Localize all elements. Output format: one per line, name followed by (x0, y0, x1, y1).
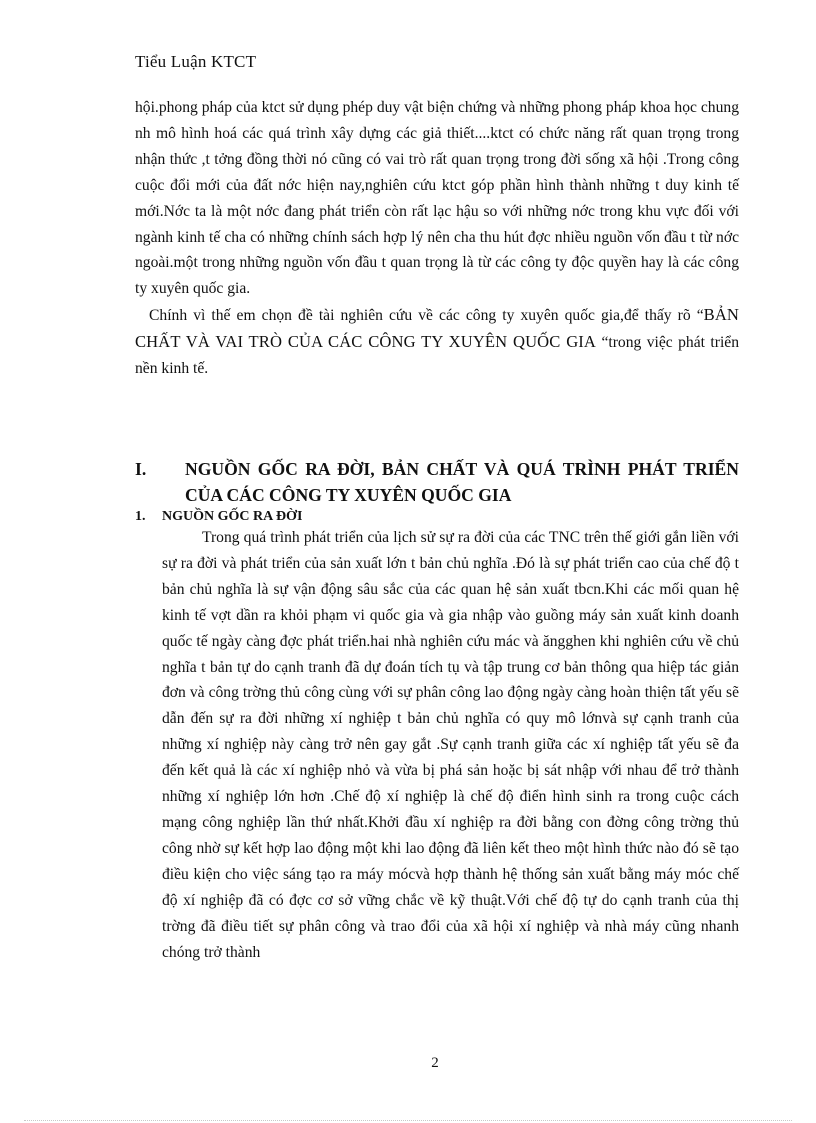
intro-paragraph-2 (135, 302, 739, 382)
intro-paragraph-1: hội.phong pháp của ktct sử dụng phép duy vật biện chứng và những phong pháp khoa học chung nh mô hình hoá các quá trình xây dựng các giả thiết....ktct có chức năng rất quan trọng trong nhận thức ,t tởng đồng thời nó cũng có vai trò rất quan trọng trong đời sống xã hội .Trong công cuộc đổi mới của đất nớc hiện nay,nghiên cứu ktct góp phần hình thành những t duy kinh tế mới.Nớc ta là một nớc đang phát triển còn rất lạc hậu so với những nớc trong khu vực đối với ngành kinh tế cha có những chính sách hợp lý nên cha thu hút đợc nhiều nguồn vốn đầu t từ nớc ngoài.một trong những nguồn vốn đầu t quan trọng là từ các công ty độc quyền hay là các công ty xuyên quốc gia. (135, 99, 739, 298)
intro-section (135, 95, 739, 382)
section-heading (135, 456, 739, 508)
section-number: I. (135, 459, 147, 479)
topic-title: BẢN CHẤT VÀ VAI TRÒ CỦA CÁC CÔNG TY XUYÊN QUỐC GIA (135, 305, 739, 352)
intro-paragraph-2-start: Chính vì thế em chọn đề tài nghiên cứu về các công ty xuyên quốc gia,để thấy rõ “ (149, 307, 704, 325)
page-number: 2 (431, 1055, 439, 1071)
subsection-number: 1. (135, 509, 146, 524)
subsection-title: NGUỒN GỐC RA ĐỜI (162, 509, 303, 524)
subsection-body (162, 525, 739, 965)
page-header: Tiểu Luận KTCT (135, 52, 257, 71)
subsection-paragraph: Trong quá trình phát triển của lịch sử sự ra đời của các TNC trên thế giới gắn liền với sự ra đời và phát triển của sản xuất lớn t bản chủ nghĩa .Đó là sự phát triển cao của chế độ t bản chủ nghĩa là sự vận động sâu sắc của các quan hệ sản xuất tbcn.Khi các mối quan hệ kinh tế vợt dần ra khỏi phạm vi quốc gia và gia nhập vào guồng máy sản xuất kinh doanh quốc tế ngày càng đợc phát triển.hai nhà nghiên cứu mác và ăngghen khi nghiên cứu về chủ nghĩa t bản tự do cạnh tranh đã dự đoán tích tụ và tập trung cơ bản thông qua hiệp tác giản đơn và công trờng thủ công cùng với sự phân công lao động ngày càng hoàn thiện tất yếu sẽ dẫn đến sự ra đời những xí nghiệp t bản chủ nghĩa có quy mô lớnvà sự cạnh tranh của những xí nghiệp này càng trở nên gay gắt .Sự cạnh tranh giữa các xí nghiệp tất yếu sẽ đa đến kết quả là các xí nghiệp nhỏ và vừa bị phá sản hoặc bị sát nhập với nhau để trở thành những xí nghiệp lớn hơn .Chế độ xí nghiệp là chế độ điển hình sinh ra trong cuộc cách mạng công nghiệp lần thứ nhất.Khởi đầu xí nghiệp ra đời bằng con đờng công trờng thủ công nhờ sự kết hợp lao động một khi lao động đã liên kết theo một hình thức nào đó sẽ tạo điều kiện cho việc sáng tạo ra máy mócvà hợp thành hệ thống sản xuất bằng máy móc chế độ xí nghiệp đã có đợc cơ sở vững chắc về kỹ thuật.Với chế độ tự do cạnh tranh của thị trờng đã điều tiết sự phân công và trao đổi của xã hội xí nghiệp và nhà máy cũng nhanh chóng trở thành (162, 529, 739, 961)
page-bottom-divider (24, 1120, 792, 1121)
intro-paragraph-2-end: “trong việc phát triển nền kinh tế. (135, 334, 740, 378)
subsection-heading (135, 507, 302, 527)
section-title: NGUỒN GỐC RA ĐỜI, BẢN CHẤT VÀ QUÁ TRÌNH PHÁT TRIỂN CỦA CÁC CÔNG TY XUYÊN QUỐC GIA (185, 459, 739, 505)
